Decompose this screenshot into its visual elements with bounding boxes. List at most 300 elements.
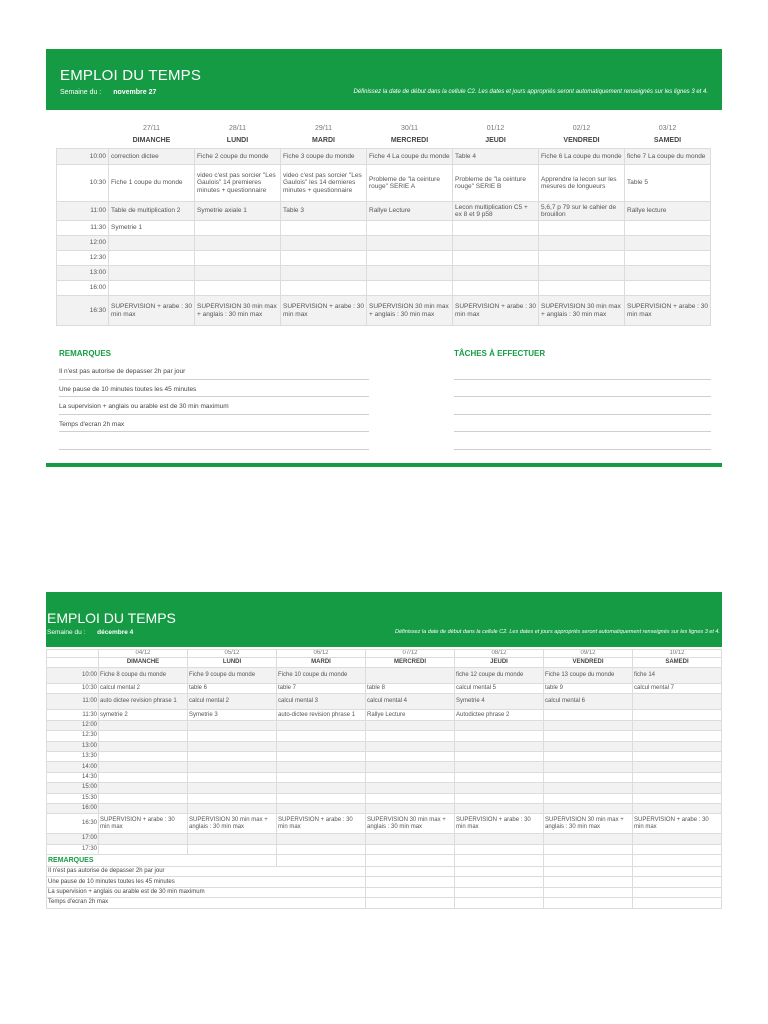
table-row <box>47 803 722 813</box>
time-slot: 13:00 <box>47 741 99 751</box>
schedule-cell[interactable] <box>188 720 277 730</box>
schedule-cell[interactable]: Probleme de "la ceinture rouge" SERIE A <box>367 165 453 202</box>
schedule-cell[interactable] <box>544 793 633 803</box>
date-header: 07/12 <box>366 650 455 658</box>
schedule-cell[interactable]: SUPERVISION + arabe : 30 min max <box>109 296 195 326</box>
schedule-cell[interactable] <box>188 751 277 761</box>
schedule-cell[interactable] <box>188 772 277 782</box>
page-title: EMPLOI DU TEMPS <box>47 610 176 626</box>
schedule-cell[interactable] <box>367 221 453 236</box>
schedule-cell[interactable]: Rallye lecture <box>625 202 711 221</box>
day-header: LUNDI <box>226 137 249 145</box>
tasks-heading: TÂCHES À EFFECTUER <box>454 349 546 358</box>
schedule-cell[interactable] <box>277 844 366 854</box>
schedule-cell[interactable]: SUPERVISION 30 min max + anglais : 30 min max <box>188 814 277 834</box>
corner-cell <box>47 650 99 658</box>
instruction-note: Définissez la date de début dans la cellule C2. Les dates et jours appropriés seront automatiquement renseignés sur les lignes 3 et 4. <box>353 89 708 95</box>
week-start <box>60 89 156 96</box>
schedule-cell[interactable] <box>281 221 367 236</box>
schedule-cell[interactable] <box>366 731 455 741</box>
schedule-cell[interactable] <box>455 731 544 741</box>
schedule-cell[interactable]: Fiche 10 coupe du monde <box>277 668 366 684</box>
schedule-cell[interactable] <box>633 720 722 730</box>
empty-cell <box>455 877 544 887</box>
schedule-cell[interactable] <box>539 236 625 251</box>
empty-cell <box>633 898 722 908</box>
schedule-cell[interactable] <box>367 251 453 266</box>
schedule-cell[interactable] <box>366 783 455 793</box>
schedule-cell[interactable] <box>453 251 539 266</box>
date-header: 03/12 <box>658 124 677 132</box>
schedule-cell[interactable] <box>625 251 711 266</box>
week-start <box>47 629 133 636</box>
schedule-cell[interactable] <box>195 281 281 296</box>
schedule-week-1 <box>46 49 722 428</box>
schedule-cell[interactable] <box>539 281 625 296</box>
schedule-cell[interactable] <box>281 236 367 251</box>
schedule-cell[interactable] <box>455 834 544 844</box>
time-slot: 10:00 <box>47 668 99 684</box>
schedule-cell[interactable]: Fiche 9 coupe du monde <box>188 668 277 684</box>
schedule-cell[interactable] <box>366 793 455 803</box>
remark-line: Une pause de 10 minutes toutes les 45 minutes <box>59 380 369 398</box>
schedule-cell[interactable] <box>633 710 722 720</box>
schedule-cell[interactable] <box>366 844 455 854</box>
remark-row <box>47 887 722 897</box>
schedule-cell[interactable] <box>277 762 366 772</box>
empty-cell <box>277 855 366 867</box>
header-banner <box>46 49 722 110</box>
task-line[interactable] <box>454 432 711 450</box>
date-header: 06/12 <box>277 650 366 658</box>
header-banner <box>46 592 722 647</box>
schedule-cell[interactable] <box>109 281 195 296</box>
schedule-cell[interactable] <box>453 281 539 296</box>
empty-cell <box>633 855 722 867</box>
schedule-cell[interactable]: Fiche 8 coupe du monde <box>99 668 188 684</box>
schedule-cell[interactable]: Fiche 2 coupe du monde <box>195 149 281 165</box>
schedule-cell[interactable] <box>539 221 625 236</box>
schedule-cell[interactable]: table 6 <box>188 684 277 694</box>
day-header: LUNDI <box>188 658 277 668</box>
schedule-cell[interactable] <box>188 844 277 854</box>
schedule-cell[interactable] <box>195 236 281 251</box>
table-row <box>47 731 722 741</box>
table-row <box>47 751 722 761</box>
schedule-cell[interactable] <box>188 834 277 844</box>
empty-cell <box>366 877 455 887</box>
empty-cell <box>366 887 455 897</box>
schedule-cell[interactable] <box>366 741 455 751</box>
schedule-cell[interactable] <box>453 236 539 251</box>
schedule-cell[interactable]: table 8 <box>366 684 455 694</box>
table-row <box>47 668 722 684</box>
schedule-cell[interactable] <box>633 834 722 844</box>
schedule-cell[interactable] <box>544 710 633 720</box>
schedule-cell[interactable] <box>539 251 625 266</box>
time-slot: 13:30 <box>47 751 99 761</box>
schedule-cell[interactable] <box>633 741 722 751</box>
schedule-cell[interactable] <box>99 783 188 793</box>
day-header: SAMEDI <box>633 658 722 668</box>
schedule-cell[interactable] <box>544 751 633 761</box>
empty-cell <box>544 877 633 887</box>
week-label: Semaine du : <box>47 629 86 636</box>
schedule-cell[interactable] <box>188 803 277 813</box>
schedule-cell[interactable]: Fiche 6 La coupe du monde <box>539 149 625 165</box>
schedule-cell[interactable] <box>544 844 633 854</box>
schedule-cell[interactable] <box>633 731 722 741</box>
schedule-cell[interactable] <box>99 741 188 751</box>
day-header: JEUDI <box>485 137 506 145</box>
schedule-cell[interactable] <box>99 731 188 741</box>
schedule-cell[interactable] <box>188 783 277 793</box>
remark-line: Temps d'ecran 2h max <box>47 898 366 908</box>
day-header: SAMEDI <box>653 137 682 145</box>
schedule-cell[interactable] <box>366 772 455 782</box>
time-slot: 15:30 <box>47 793 99 803</box>
schedule-cell[interactable]: 5,6,7 p 79 sur le cahier de brouillon <box>539 202 625 221</box>
schedule-cell[interactable] <box>188 741 277 751</box>
schedule-cell[interactable]: table 9 <box>544 684 633 694</box>
schedule-cell[interactable]: SUPERVISION + arabe : 30 min max <box>455 814 544 834</box>
schedule-cell[interactable]: Symetrie 1 <box>109 221 195 236</box>
table-row <box>57 296 711 326</box>
task-line[interactable] <box>454 380 711 398</box>
schedule-cell[interactable] <box>625 236 711 251</box>
table-row <box>57 266 711 281</box>
schedule-cell[interactable]: Probleme de "la ceinture rouge" SERIE B <box>453 165 539 202</box>
schedule-table <box>46 649 722 909</box>
schedule-cell[interactable] <box>633 772 722 782</box>
date-header: 30/11 <box>401 124 418 132</box>
time-slot: 15:00 <box>47 783 99 793</box>
schedule-cell[interactable]: Autodictee phrase 2 <box>455 710 544 720</box>
schedule-cell[interactable] <box>277 731 366 741</box>
schedule-cell[interactable] <box>455 803 544 813</box>
remark-row <box>47 867 722 877</box>
schedule-cell[interactable] <box>109 236 195 251</box>
schedule-cell[interactable] <box>625 281 711 296</box>
schedule-cell[interactable] <box>544 772 633 782</box>
remark-line: Temps d'ecran 2h max <box>59 415 369 433</box>
schedule-cell[interactable]: Table de multiplication 2 <box>109 202 195 221</box>
schedule-cell[interactable] <box>455 844 544 854</box>
table-row <box>47 772 722 782</box>
empty-cell <box>366 898 455 908</box>
schedule-cell[interactable]: video c'est pas sorcier "Les Gaulois" les 14 dernieres minutes + questionnaire <box>281 165 367 202</box>
schedule-cell[interactable]: SUPERVISION + arabe : 30 min max <box>277 814 366 834</box>
task-line[interactable] <box>454 397 711 415</box>
schedule-cell[interactable]: SUPERVISION + arabe : 30 min max <box>281 296 367 326</box>
schedule-cell[interactable] <box>99 834 188 844</box>
schedule-cell[interactable] <box>277 772 366 782</box>
schedule-cell[interactable]: video c'est pas sorcier "Les Gaulois" 14 premieres minutes + questionnaire <box>195 165 281 202</box>
schedule-cell[interactable] <box>633 803 722 813</box>
schedule-cell[interactable] <box>99 772 188 782</box>
empty-cell <box>366 867 455 877</box>
schedule-cell[interactable]: Table 4 <box>453 149 539 165</box>
schedule-cell[interactable]: Rallye Lecture <box>366 710 455 720</box>
schedule-cell[interactable]: Rallye Lecture <box>367 202 453 221</box>
schedule-cell[interactable] <box>277 783 366 793</box>
schedule-cell[interactable]: calcul mental 3 <box>277 694 366 710</box>
schedule-cell[interactable] <box>188 793 277 803</box>
schedule-cell[interactable] <box>99 803 188 813</box>
schedule-cell[interactable]: Table 3 <box>281 202 367 221</box>
schedule-cell[interactable] <box>453 221 539 236</box>
remark-line: Une pause de 10 minutes toutes les 45 minutes <box>47 877 366 887</box>
schedule-cell[interactable] <box>277 720 366 730</box>
table-row <box>47 783 722 793</box>
schedule-cell[interactable]: Fiche 13 coupe du monde <box>544 668 633 684</box>
schedule-cell[interactable] <box>544 731 633 741</box>
remark-line: La supervision + anglais ou arable est de 30 min maximum <box>59 397 369 415</box>
schedule-cell[interactable]: Lecon multiplication C5 + ex 8 et 9 p58 <box>453 202 539 221</box>
time-slot: 16:00 <box>57 281 109 296</box>
remark-row <box>47 898 722 908</box>
schedule-cell[interactable] <box>633 762 722 772</box>
tasks-section <box>454 349 711 450</box>
schedule-cell[interactable]: Fiche 3 coupe du monde <box>281 149 367 165</box>
schedule-cell[interactable] <box>544 803 633 813</box>
schedule-cell[interactable] <box>366 720 455 730</box>
empty-cell <box>544 855 633 867</box>
schedule-cell[interactable]: SUPERVISION + arabe : 30 min max <box>625 296 711 326</box>
task-line[interactable] <box>454 415 711 433</box>
date-header: 10/12 <box>633 650 722 658</box>
schedule-cell[interactable] <box>544 762 633 772</box>
schedule-cell[interactable] <box>455 772 544 782</box>
schedule-cell[interactable]: calcul mental 2 <box>188 694 277 710</box>
date-header: 29/11 <box>315 124 332 132</box>
schedule-cell[interactable] <box>195 251 281 266</box>
schedule-cell[interactable] <box>367 266 453 281</box>
schedule-cell[interactable] <box>544 834 633 844</box>
schedule-cell[interactable]: SUPERVISION + arabe : 30 min max <box>453 296 539 326</box>
date-header: 01/12 <box>486 124 505 132</box>
empty-cell <box>366 855 455 867</box>
schedule-cell[interactable] <box>455 751 544 761</box>
footer-divider <box>46 463 722 467</box>
time-slot: 17:00 <box>47 834 99 844</box>
schedule-cell[interactable] <box>281 266 367 281</box>
schedule-cell[interactable] <box>277 793 366 803</box>
table-row <box>57 251 711 266</box>
schedule-cell[interactable] <box>544 720 633 730</box>
schedule-cell[interactable] <box>366 751 455 761</box>
schedule-cell[interactable]: SUPERVISION 30 min max + anglais : 30 min max <box>367 296 453 326</box>
day-header: DIMANCHE <box>99 658 188 668</box>
schedule-cell[interactable]: calcul mental 2 <box>99 684 188 694</box>
schedule-cell[interactable]: SUPERVISION 30 min max + anglais : 30 min max <box>539 296 625 326</box>
schedule-cell[interactable] <box>625 221 711 236</box>
schedule-cell[interactable] <box>99 793 188 803</box>
table-row <box>57 281 711 296</box>
schedule-cell[interactable] <box>281 251 367 266</box>
schedule-cell[interactable]: correction dictee <box>109 149 195 165</box>
schedule-cell[interactable]: Apprendre la lecon sur les mesures de longueurs <box>539 165 625 202</box>
time-slot: 10:00 <box>57 149 109 165</box>
schedule-cell[interactable] <box>366 834 455 844</box>
schedule-cell[interactable]: fiche 12 coupe du monde <box>455 668 544 684</box>
schedule-cell[interactable] <box>99 844 188 854</box>
time-slot: 10:30 <box>57 165 109 202</box>
empty-cell <box>544 867 633 877</box>
remarks-header-row <box>47 855 722 867</box>
schedule-cell[interactable]: auto dictee revision phrase 1 <box>99 694 188 710</box>
schedule-cell[interactable] <box>455 793 544 803</box>
schedule-cell[interactable] <box>366 762 455 772</box>
schedule-cell[interactable] <box>188 731 277 741</box>
schedule-cell[interactable] <box>625 266 711 281</box>
schedule-cell[interactable]: calcul mental 7 <box>633 684 722 694</box>
schedule-cell[interactable] <box>453 266 539 281</box>
schedule-cell[interactable] <box>277 834 366 844</box>
day-header: VENDREDI <box>544 658 633 668</box>
schedule-cell[interactable] <box>99 762 188 772</box>
schedule-cell[interactable]: Fiche 4 La coupe du monde <box>367 149 453 165</box>
time-slot: 12:00 <box>57 236 109 251</box>
remark-line: Il n'est pas autorise de depasser 2h par jour <box>47 867 366 877</box>
day-row <box>47 658 722 668</box>
time-slot: 16:00 <box>47 803 99 813</box>
schedule-cell[interactable]: calcul mental 6 <box>544 694 633 710</box>
empty-cell <box>455 867 544 877</box>
schedule-cell[interactable] <box>544 783 633 793</box>
schedule-cell[interactable]: fiche 14 <box>633 668 722 684</box>
schedule-cell[interactable]: SUPERVISION 30 min max + anglais : 30 min max <box>366 814 455 834</box>
schedule-cell[interactable]: calcul mental 4 <box>366 694 455 710</box>
date-row <box>57 123 711 134</box>
schedule-cell[interactable]: SUPERVISION + arabe : 30 min max <box>99 814 188 834</box>
time-slot: 10:30 <box>47 684 99 694</box>
empty-cell <box>633 867 722 877</box>
date-header: 02/12 <box>572 124 591 132</box>
date-header: 05/12 <box>188 650 277 658</box>
table-row <box>47 741 722 751</box>
remarks-heading: REMARQUES <box>59 349 112 358</box>
table-row <box>57 221 711 236</box>
schedule-cell[interactable]: Symetrie 4 <box>455 694 544 710</box>
table-row <box>47 762 722 772</box>
remarks-heading: REMARQUES <box>47 855 277 867</box>
week-value[interactable]: décembre 4 <box>97 629 134 636</box>
schedule-cell[interactable]: Fiche 1 coupe du monde <box>109 165 195 202</box>
schedule-cell[interactable]: auto-dictee revision phrase 1 <box>277 710 366 720</box>
schedule-cell[interactable]: calcul mental 5 <box>455 684 544 694</box>
schedule-cell[interactable] <box>367 236 453 251</box>
empty-cell <box>455 887 544 897</box>
table-row <box>47 844 722 854</box>
date-header: 04/12 <box>99 650 188 658</box>
time-slot: 11:30 <box>57 221 109 236</box>
table-row <box>57 236 711 251</box>
schedule-cell[interactable] <box>539 266 625 281</box>
schedule-cell[interactable] <box>195 221 281 236</box>
week-label: Semaine du : <box>60 89 102 96</box>
time-slot: 14:30 <box>47 772 99 782</box>
schedule-cell[interactable]: SUPERVISION 30 min max + anglais : 30 min max <box>544 814 633 834</box>
schedule-cell[interactable]: Symetrie 3 <box>188 710 277 720</box>
schedule-cell[interactable]: SUPERVISION + arabe : 30 min max <box>633 814 722 834</box>
date-header: 09/12 <box>544 650 633 658</box>
date-header: 28/11 <box>229 124 246 132</box>
schedule-cell[interactable] <box>455 762 544 772</box>
schedule-cell[interactable] <box>455 783 544 793</box>
schedule-cell[interactable]: fiche 7 La coupe du monde <box>625 149 711 165</box>
schedule-cell[interactable]: symetrie 2 <box>99 710 188 720</box>
day-header: MARDI <box>277 658 366 668</box>
schedule-cell[interactable] <box>455 720 544 730</box>
corner-cell <box>57 134 109 149</box>
corner-cell <box>47 658 99 668</box>
schedule-cell[interactable] <box>277 803 366 813</box>
schedule-cell[interactable] <box>281 281 367 296</box>
schedule-cell[interactable] <box>366 668 455 684</box>
day-header: VENDREDI <box>563 137 600 145</box>
time-slot: 11:00 <box>57 202 109 221</box>
week-value[interactable]: novembre 27 <box>113 89 157 96</box>
schedule-cell[interactable] <box>277 741 366 751</box>
schedule-cell[interactable] <box>195 266 281 281</box>
table-row <box>47 814 722 834</box>
table-row <box>57 202 711 221</box>
table-row <box>57 165 711 202</box>
remark-row <box>47 877 722 887</box>
schedule-cell[interactable] <box>633 783 722 793</box>
schedule-cell[interactable] <box>455 741 544 751</box>
schedule-cell[interactable]: table 7 <box>277 684 366 694</box>
schedule-cell[interactable] <box>633 751 722 761</box>
schedule-cell[interactable]: SUPERVISION 30 min max + anglais : 30 min max <box>195 296 281 326</box>
schedule-cell[interactable] <box>188 762 277 772</box>
empty-cell <box>544 898 633 908</box>
date-row <box>47 650 722 658</box>
empty-cell <box>455 855 544 867</box>
schedule-cell[interactable] <box>633 694 722 710</box>
time-slot: 16:30 <box>47 814 99 834</box>
corner-cell <box>57 123 109 134</box>
time-slot: 11:00 <box>47 694 99 710</box>
schedule-cell[interactable] <box>109 266 195 281</box>
date-header: 08/12 <box>455 650 544 658</box>
schedule-cell[interactable] <box>99 720 188 730</box>
schedule-cell[interactable] <box>99 751 188 761</box>
day-header: JEUDI <box>455 658 544 668</box>
schedule-cell[interactable]: Table 5 <box>625 165 711 202</box>
table-row <box>57 149 711 165</box>
schedule-cell[interactable] <box>366 803 455 813</box>
schedule-table <box>56 123 711 326</box>
table-row <box>47 834 722 844</box>
schedule-cell[interactable] <box>633 844 722 854</box>
schedule-cell[interactable] <box>633 793 722 803</box>
schedule-cell[interactable] <box>109 251 195 266</box>
schedule-cell[interactable] <box>367 281 453 296</box>
schedule-cell[interactable] <box>544 741 633 751</box>
empty-cell <box>455 898 544 908</box>
schedule-cell[interactable]: Symetrie axiale 1 <box>195 202 281 221</box>
remarks-section <box>59 349 369 450</box>
day-row <box>57 134 711 149</box>
empty-cell <box>633 887 722 897</box>
schedule-week-2 <box>46 592 722 906</box>
task-line[interactable] <box>454 362 711 380</box>
remark-line: Il n'est pas autorise de depasser 2h par jour <box>59 362 369 380</box>
schedule-cell[interactable] <box>277 751 366 761</box>
time-slot: 12:00 <box>47 720 99 730</box>
